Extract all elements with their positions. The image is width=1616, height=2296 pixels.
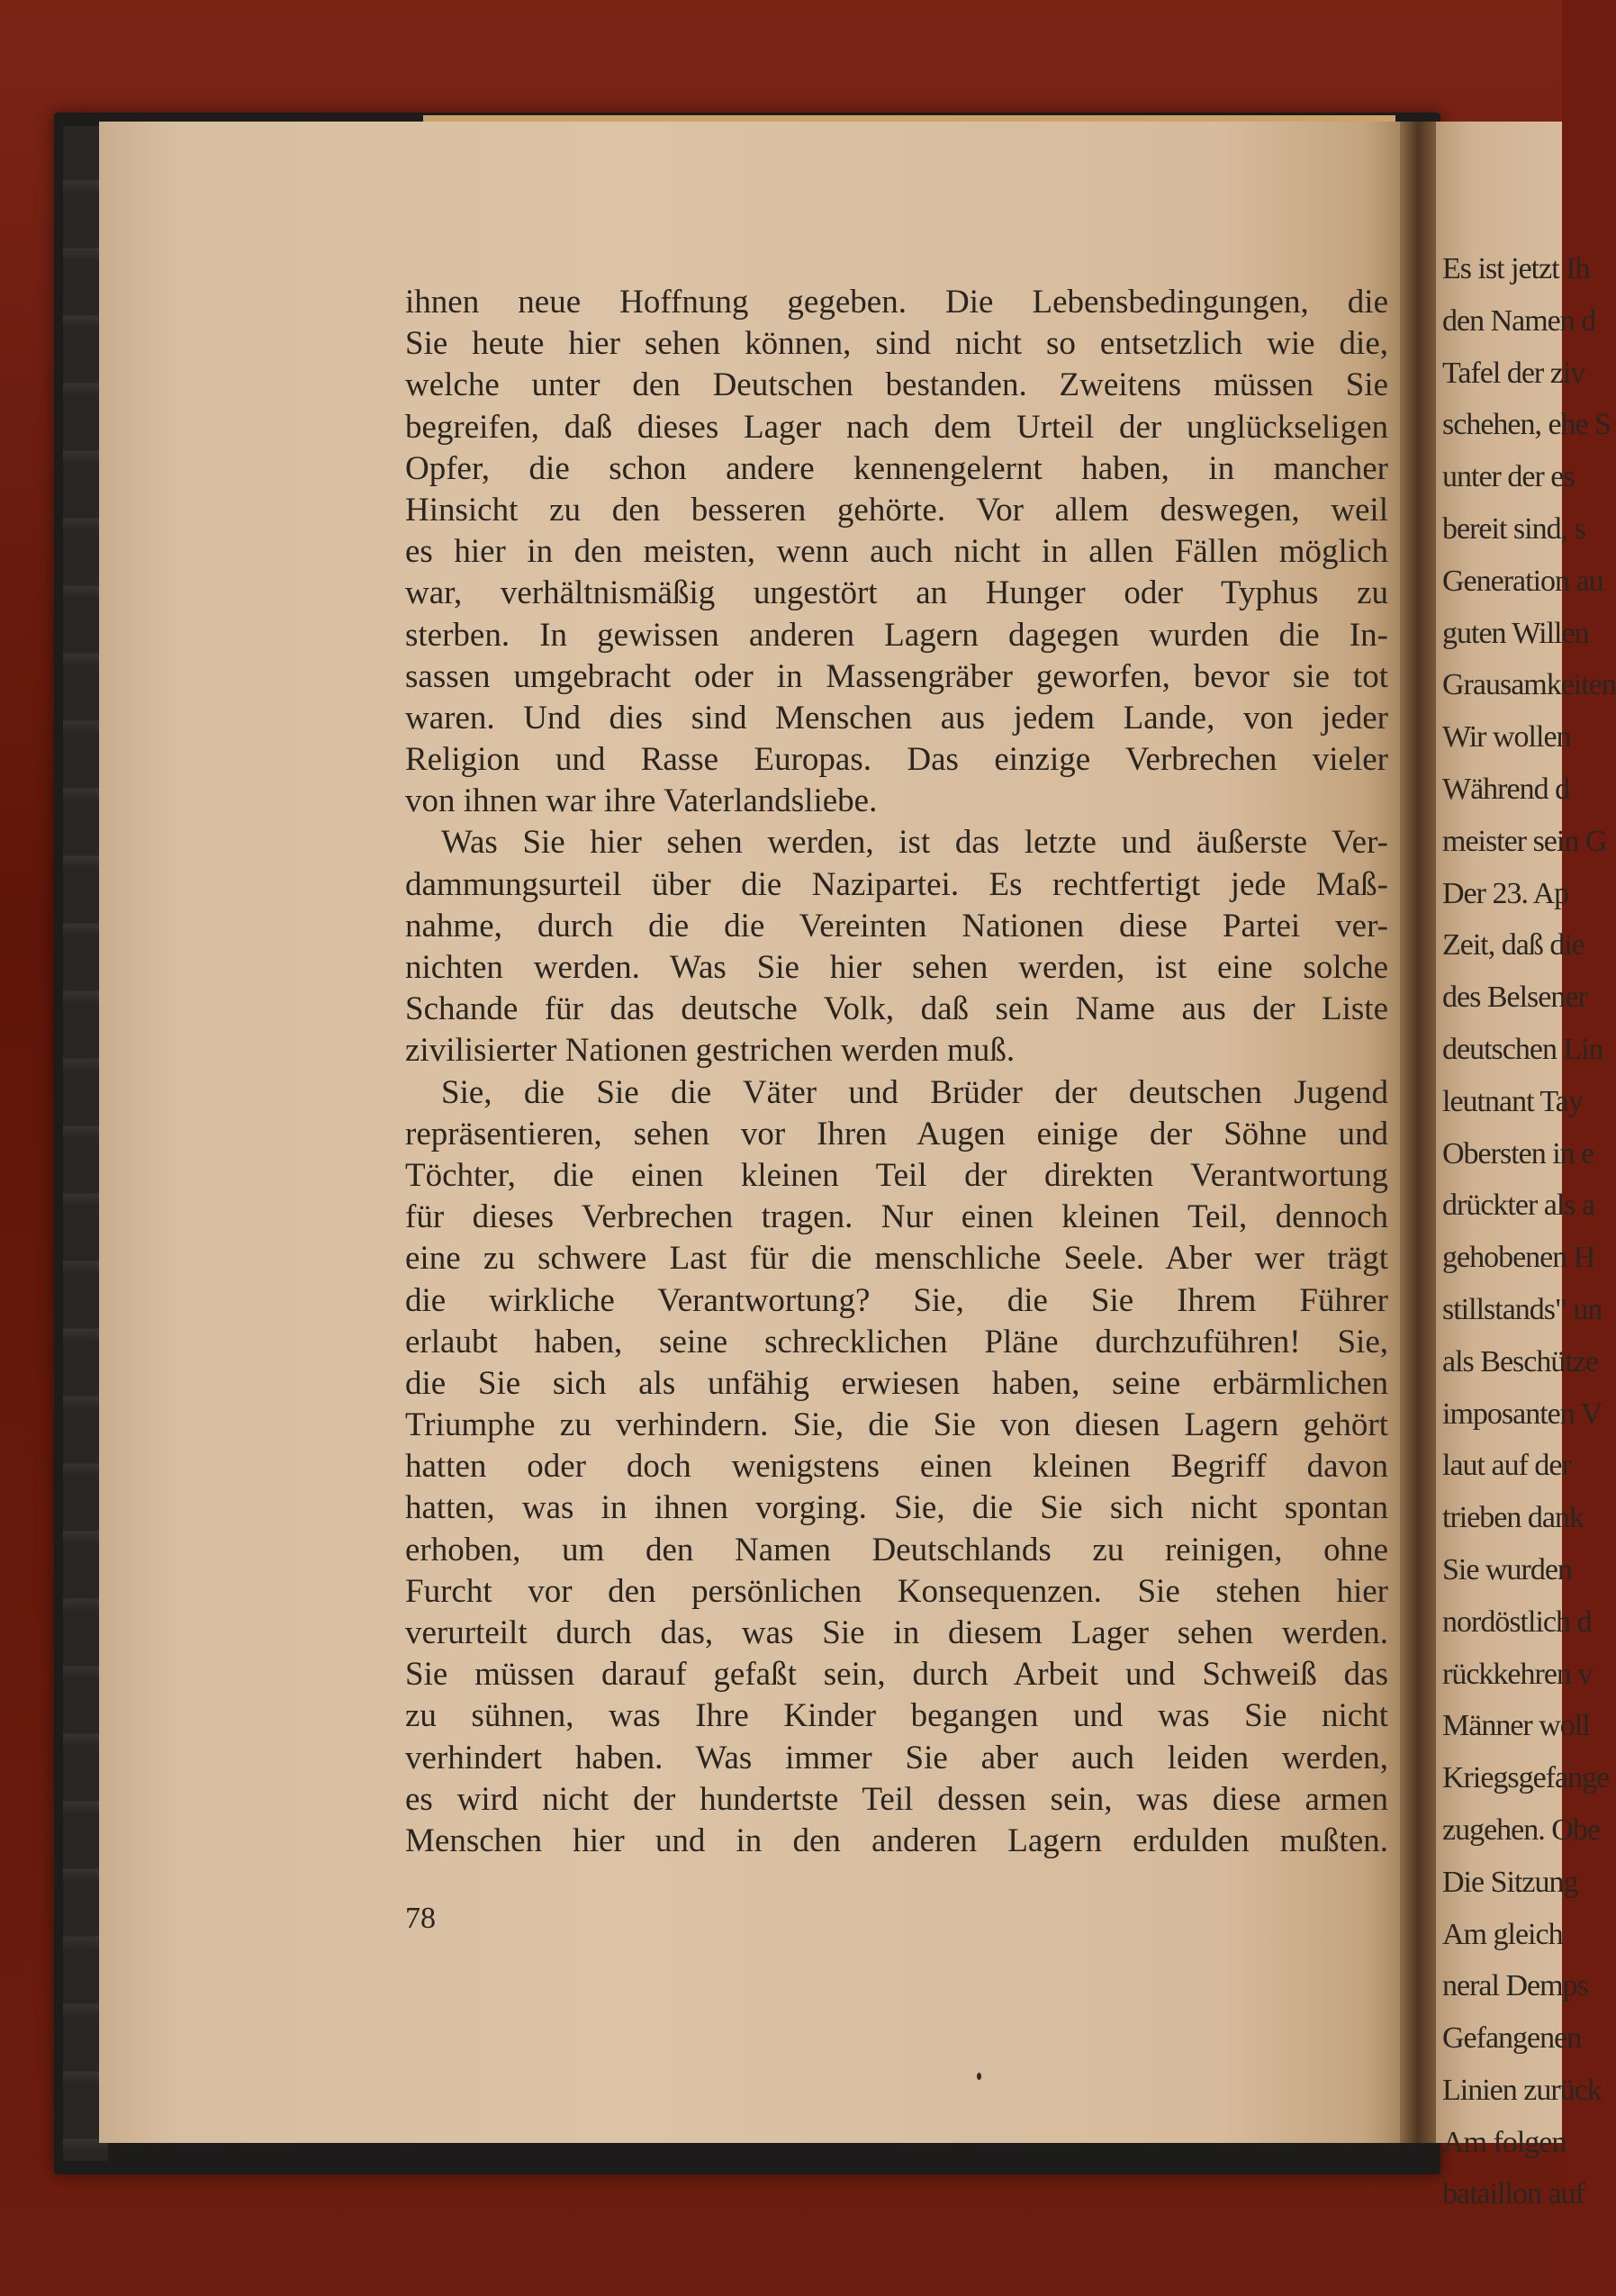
facing-line: meister sein G xyxy=(1442,824,1607,858)
facing-line: Obersten in e xyxy=(1442,1136,1594,1171)
text-line: Furcht vor den persönlichen Konsequenzen. Sie stehen hier xyxy=(405,1572,1388,1610)
facing-line: Am folgen xyxy=(1442,2125,1566,2159)
text-line: Triumphe zu verhindern. Sie, die Sie von diesen Lagern gehört xyxy=(405,1406,1388,1444)
text-line: zu sühnen, was Ihre Kinder begangen und was Sie nicht xyxy=(405,1697,1388,1735)
facing-line: Gefangenen xyxy=(1442,2021,1582,2056)
text-line: welche unter den Deutschen bestanden. Zweitens müssen Sie xyxy=(405,366,1388,404)
facing-line: Linien zurück xyxy=(1442,2073,1602,2107)
text-line: zivilisierter Nationen gestrichen werden muß. xyxy=(405,1032,1016,1070)
facing-line: leutnant Tay xyxy=(1442,1084,1583,1118)
text-line: Was Sie hier sehen werden, ist das letzte und äußerste Ver- xyxy=(441,824,1388,862)
text-line: erlaubt haben, seine schrecklichen Pläne durchzuführen! Sie, xyxy=(405,1323,1388,1360)
text-line: erhoben, um den Namen Deutschlands zu reinigen, ohne xyxy=(405,1531,1388,1568)
facing-line: Die Sitzung xyxy=(1442,1865,1578,1899)
page-number: 78 xyxy=(405,1902,436,1935)
text-line: Sie heute hier sehen können, sind nicht so entsetzlich wie die, xyxy=(405,325,1388,363)
text-line: repräsentieren, sehen vor Ihren Augen einige der Söhne und xyxy=(405,1115,1388,1153)
text-line: Menschen hier und in den anderen Lagern erdulden mußten. xyxy=(405,1821,1388,1859)
text-line: die Sie sich als unfähig erwiesen haben, seine erbärmlichen xyxy=(405,1364,1388,1402)
facing-line: guten Willen xyxy=(1442,616,1589,650)
facing-line: Der 23. Ap xyxy=(1442,876,1569,910)
text-line: Sie, die Sie die Väter und Brüder der deutschen Jugend xyxy=(441,1073,1388,1111)
facing-line: des Belsener xyxy=(1442,981,1587,1015)
text-line: verurteilt durch das, was Sie in diesem Lager sehen werden. xyxy=(405,1614,1388,1651)
text-line: hatten, was in ihnen vorging. Sie, die Sie sich nicht spontan xyxy=(405,1489,1388,1527)
facing-line: Am gleich xyxy=(1442,1917,1563,1951)
paper-speck xyxy=(977,2073,981,2080)
text-line: sterben. In gewissen anderen Lagern dagegen wurden die In- xyxy=(405,616,1388,654)
text-line: Sie müssen darauf gefaßt sein, durch Arbeit und Schweiß das xyxy=(405,1656,1388,1694)
text-line: Religion und Rasse Europas. Das einzige Verbrechen vieler xyxy=(405,741,1388,779)
facing-line: Es ist jetzt Ih xyxy=(1442,252,1590,285)
facing-line: deutschen Lin xyxy=(1442,1032,1603,1066)
text-line: die wirkliche Verantwortung? Sie, die Sie Ihrem Führer xyxy=(405,1281,1388,1319)
facing-line: zugehen. Obe xyxy=(1442,1812,1600,1847)
text-line: nichten werden. Was Sie hier sehen werden, ist eine solche xyxy=(405,949,1388,986)
text-line: es wird nicht der hundertste Teil dessen sein, was diese armen xyxy=(405,1780,1388,1818)
facing-line: Grausamkeiten xyxy=(1442,668,1616,702)
facing-line: den Namen d xyxy=(1442,303,1596,338)
text-line: Töchter, die einen kleinen Teil der direkten Verantwortung xyxy=(405,1156,1388,1194)
text-line: hatten oder doch wenigstens einen kleinen Begriff davon xyxy=(405,1448,1388,1486)
facing-line: nordöstlich d xyxy=(1442,1604,1592,1639)
text-line: nahme, durch die die Vereinten Nationen diese Partei ver- xyxy=(405,907,1388,945)
text-line: für dieses Verbrechen tragen. Nur einen kleinen Teil, dennoch xyxy=(405,1198,1388,1236)
facing-page-text xyxy=(1442,243,1616,2220)
facing-line: trieben dank xyxy=(1442,1501,1584,1535)
facing-line: gehobenen H xyxy=(1442,1241,1595,1275)
text-line: ihnen neue Hoffnung gegeben. Die Lebensbedingungen, die xyxy=(405,284,1388,321)
text-line: von ihnen war ihre Vaterlandsliebe. xyxy=(405,782,878,820)
text-line: war, verhältnismäßig ungestört an Hunger oder Typhus zu xyxy=(405,574,1388,612)
facing-line: Kriegsgefange xyxy=(1442,1761,1610,1795)
text-line: Opfer, die schon andere kennengelernt haben, in mancher xyxy=(405,449,1388,487)
facing-line: stillstands" un xyxy=(1442,1292,1602,1326)
facing-line: Sie wurden xyxy=(1442,1552,1572,1586)
text-line: Schande für das deutsche Volk, daß sein Name aus der Liste xyxy=(405,990,1388,1028)
facing-line: rückkehren v xyxy=(1442,1657,1593,1691)
text-line: es hier in den meisten, wenn auch nicht in allen Fällen möglich xyxy=(405,533,1388,571)
page-text xyxy=(405,282,1388,1862)
facing-line: Tafel der ziv xyxy=(1442,356,1585,390)
paragraph-2 xyxy=(405,822,1388,1071)
text-line: waren. Und dies sind Menschen aus jedem Lande, von jeder xyxy=(405,699,1388,737)
facing-line: Während d xyxy=(1442,772,1570,806)
facing-line: Männer woll xyxy=(1442,1709,1590,1743)
facing-line: laut auf der xyxy=(1442,1449,1571,1483)
book-gutter xyxy=(1400,122,1436,2143)
facing-line: Wir wollen xyxy=(1442,720,1571,755)
facing-line: imposanten V xyxy=(1442,1397,1602,1431)
facing-line: Generation au xyxy=(1442,564,1603,598)
text-line: dammungsurteil über die Nazipartei. Es rechtfertigt jede Maß- xyxy=(405,865,1388,903)
text-line: verhindert haben. Was immer Sie aber auch leiden werden, xyxy=(405,1739,1388,1776)
facing-line: bataillon auf xyxy=(1442,2177,1584,2211)
paragraph-3 xyxy=(405,1072,1388,1863)
paragraph-1 xyxy=(405,282,1388,822)
text-line: Hinsicht zu den besseren gehörte. Vor allem deswegen, weil xyxy=(405,491,1388,529)
facing-line: schehen, ehe S xyxy=(1442,408,1611,442)
facing-line: bereit sind, s xyxy=(1442,511,1585,546)
text-line: begreifen, daß dieses Lager nach dem Urteil der unglückseligen xyxy=(405,408,1388,446)
facing-line: drückter als a xyxy=(1442,1189,1595,1223)
text-line: sassen umgebracht oder in Massengräber geworfen, bevor sie tot xyxy=(405,657,1388,695)
facing-line: Zeit, daß die xyxy=(1442,928,1584,963)
facing-line: als Beschütze xyxy=(1442,1344,1598,1379)
facing-line: neral Demps xyxy=(1442,1969,1588,2003)
facing-line: unter der es xyxy=(1442,460,1575,494)
text-line: eine zu schwere Last für die menschliche Seele. Aber wer trägt xyxy=(405,1240,1388,1278)
